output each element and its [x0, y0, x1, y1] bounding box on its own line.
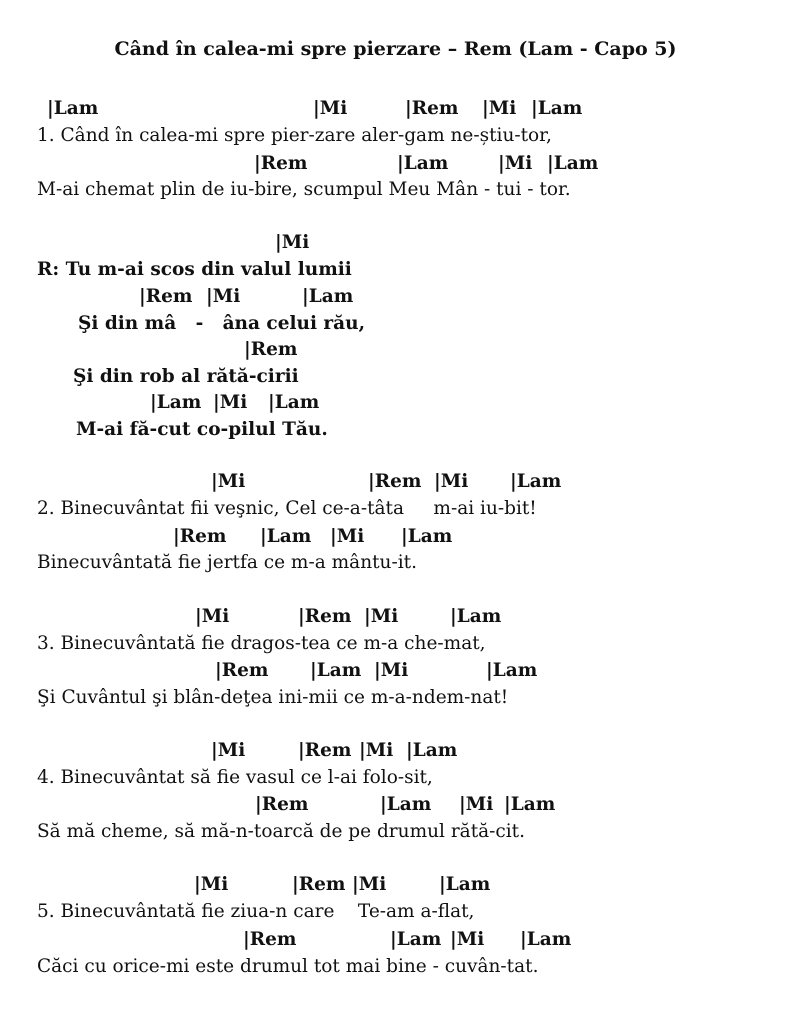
lyric-line: Şi din mâ - âna celui rău, — [78, 313, 366, 334]
chord: |Lam — [268, 392, 320, 413]
chord: |Mi — [364, 606, 399, 627]
chord: |Rem — [173, 526, 227, 547]
chord: |Rem — [243, 929, 297, 950]
chord: |Lam — [260, 526, 312, 547]
chord: |Lam — [150, 392, 202, 413]
chord: |Rem — [215, 660, 269, 681]
chord: |Mi — [213, 392, 248, 413]
chord: |Mi — [194, 874, 229, 895]
lyric-line: 4. Binecuvântat să fie vasul ce l-ai folo-sit, — [37, 767, 433, 788]
chord: |Mi — [450, 929, 485, 950]
chord: |Lam — [531, 98, 583, 119]
chord: |Rem — [244, 339, 298, 360]
lyric-line: M-ai fă-cut co-pilul Tău. — [76, 419, 328, 440]
chord: |Rem — [405, 98, 459, 119]
chord: |Mi — [275, 232, 310, 253]
chord: |Mi — [498, 153, 533, 174]
chord: |Lam — [380, 794, 432, 815]
lyric-line: 5. Binecuvântată fie ziua-n care Te-am a-flat, — [37, 901, 475, 922]
chord: |Lam — [390, 929, 442, 950]
chord: |Mi — [482, 98, 517, 119]
chord: |Mi — [352, 874, 387, 895]
chord: |Mi — [359, 740, 394, 761]
chord: |Rem — [139, 286, 193, 307]
chord: |Rem — [254, 153, 308, 174]
chord: |Lam — [510, 471, 562, 492]
lyric-line: M-ai chemat plin de iu-bire, scumpul Meu Mân - tui - tor. — [37, 179, 571, 200]
chord: |Lam — [486, 660, 538, 681]
chord: |Rem — [255, 794, 309, 815]
chord: |Lam — [397, 153, 449, 174]
chord: |Lam — [310, 660, 362, 681]
chord: |Lam — [504, 794, 556, 815]
chord: |Rem — [298, 740, 352, 761]
chord: |Lam — [450, 606, 502, 627]
chord: |Rem — [298, 606, 352, 627]
chord: |Lam — [406, 740, 458, 761]
lyric-line: Binecuvântată fie jertfa ce m-a mântu-it. — [37, 552, 417, 573]
lyric-line: 1. Când în calea-mi spre pier-zare aler-gam ne-știu-tor, — [37, 125, 552, 146]
lyric-line: 2. Binecuvântat fii veşnic, Cel ce-a-tâta m-ai iu-bit! — [37, 498, 537, 519]
lyric-line: Şi Cuvântul şi blân-deţea ini-mii ce m-a-ndem-nat! — [37, 687, 509, 708]
song-title: Când în calea-mi spre pierzare – Rem (Lam - Capo 5) — [114, 38, 677, 60]
chord: |Lam — [547, 153, 599, 174]
chord: |Mi — [206, 286, 241, 307]
chord: |Mi — [330, 526, 365, 547]
chord: |Lam — [520, 929, 572, 950]
chord: |Lam — [47, 98, 99, 119]
lyric-line: Şi din rob al rătă-cirii — [73, 366, 299, 387]
lyric-line: 3. Binecuvântată fie dragos-tea ce m-a che-mat, — [37, 633, 486, 654]
chord: |Lam — [439, 874, 491, 895]
lyric-line: Căci cu orice-mi este drumul tot mai bine - cuvân-tat. — [37, 956, 539, 977]
chord: |Mi — [374, 660, 409, 681]
lyric-line: R: Tu m-ai scos din valul lumii — [37, 259, 352, 280]
chord: |Lam — [302, 286, 354, 307]
lyric-line: Să mă cheme, să mă-n-toarcă de pe drumul rătă-cit. — [37, 821, 526, 842]
chord: |Mi — [434, 471, 469, 492]
chord: |Mi — [313, 98, 348, 119]
chord: |Rem — [368, 471, 422, 492]
chord: |Mi — [211, 471, 246, 492]
chord: |Mi — [211, 740, 246, 761]
chord: |Mi — [459, 794, 494, 815]
chord: |Lam — [401, 526, 453, 547]
chord: |Mi — [195, 606, 230, 627]
chord: |Rem — [292, 874, 346, 895]
